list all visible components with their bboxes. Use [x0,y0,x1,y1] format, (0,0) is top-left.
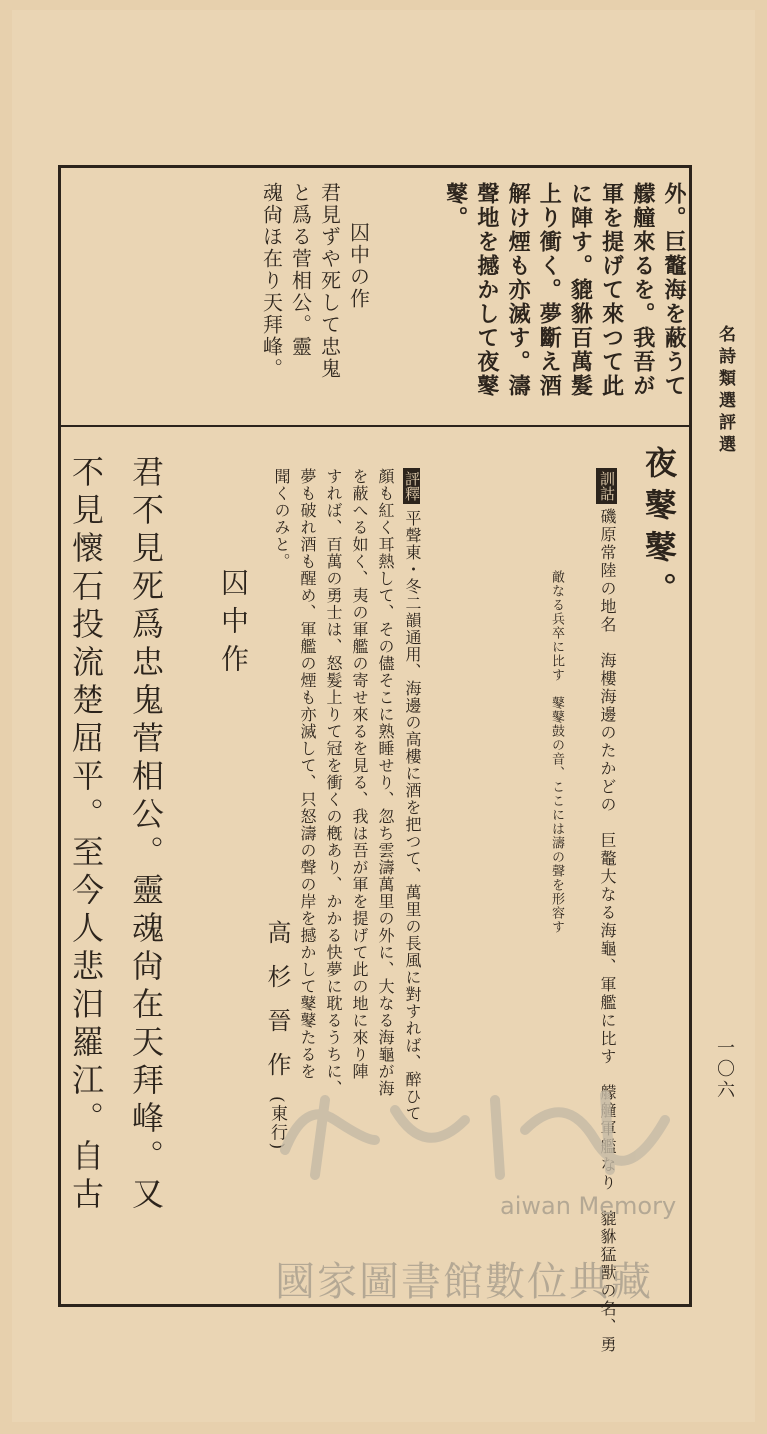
translation-line: 鼕。 [442,182,469,230]
translation-line: 上り衝く。夢斷え酒 [536,182,563,398]
translation-line: 軍を提げて來つて此 [598,182,625,398]
kunko-tag: 訓詁 [596,468,617,504]
critique-line: を蔽へる如く、夷の軍艦の寄せ來るを見る、我は吾が軍を提げて此の地に來り陣 [350,468,369,1080]
translation-line: 解け煙も亦滅す。濤 [505,182,532,398]
glossary [596,468,617,1354]
author-name: 高杉晉作 [263,920,291,1096]
running-title: 名詩類選評選 [715,325,735,457]
spacer [377,182,437,418]
page-number: 一〇六 [714,1038,735,1101]
kanbun-line: 不見懷石投流楚屈平。至今人悲汨羅江。自古 [67,455,105,1215]
next-translation-line: 魂尙ほ在り天拜峰。 [259,182,284,380]
translation-line: 艨艟來るを。我吾が [629,182,656,398]
critique-line: 顏も紅く耳熱して、その儘そこに熟睡せり、忽ち雲濤萬里の外に、大なる海龜が海 [376,468,395,1097]
kanbun-poem [67,455,165,1275]
author-note: (東行) [267,1096,287,1152]
critique-line: 聞くのみと。 [272,468,291,570]
glossary-text: 磯原常陸の地名 海樓海邊のたかどの 巨鼇大なる海龜、軍艦に比す 艨艟軍艦なり 貔貅猛獸の名、勇 [598,508,617,1354]
translation-line: 聲地を撼かして夜鼕 [473,182,500,398]
critique-text: 平聲東・冬二韻通用、海邊の高樓に酒を把つて、萬里の長風に對すれば、醉ひて [403,510,422,1122]
watermark-calligraphy [265,1080,695,1190]
translation-section [86,182,686,418]
next-poem-title: 囚中作 [217,568,250,682]
translation-line: 外。巨鼇海を蔽うて [661,182,687,398]
critique-line: すれば、百萬の勇士は、怒髮上りて冠を衝くの槪あり、かかる快夢に耽るうちに、 [324,468,343,1097]
critique-line: 夢も破れ酒も醒め、軍艦の煙も亦滅して、只怒濤の聲の岸を撼かして鼕鼕たるを [298,468,317,1080]
kanbun-line: 君不見死爲忠鬼菅相公。靈魂尙在天拜峰。又 [127,455,165,1215]
next-translation-title: 囚中の作 [346,222,371,310]
translation-line: に陣す。貔貅百萬髮 [567,182,594,398]
critique-tag: 評釋 [403,468,420,504]
watermark-text: 國家圖書館數位典藏 [275,1259,653,1305]
watermark-subtext: aiwan Memory [500,1192,677,1220]
next-translation-line: 君見ずや死して忠鬼 [317,182,342,380]
glossary-continued: 敵なる兵卒に比す 鼕鼕鼓の音、ここには濤の聲を形容す [549,570,564,934]
next-translation-line: と爲る菅相公。靈 [288,182,313,358]
section-divider [58,425,692,427]
poem-title-line: 夜鼕鼕。 [640,446,678,614]
